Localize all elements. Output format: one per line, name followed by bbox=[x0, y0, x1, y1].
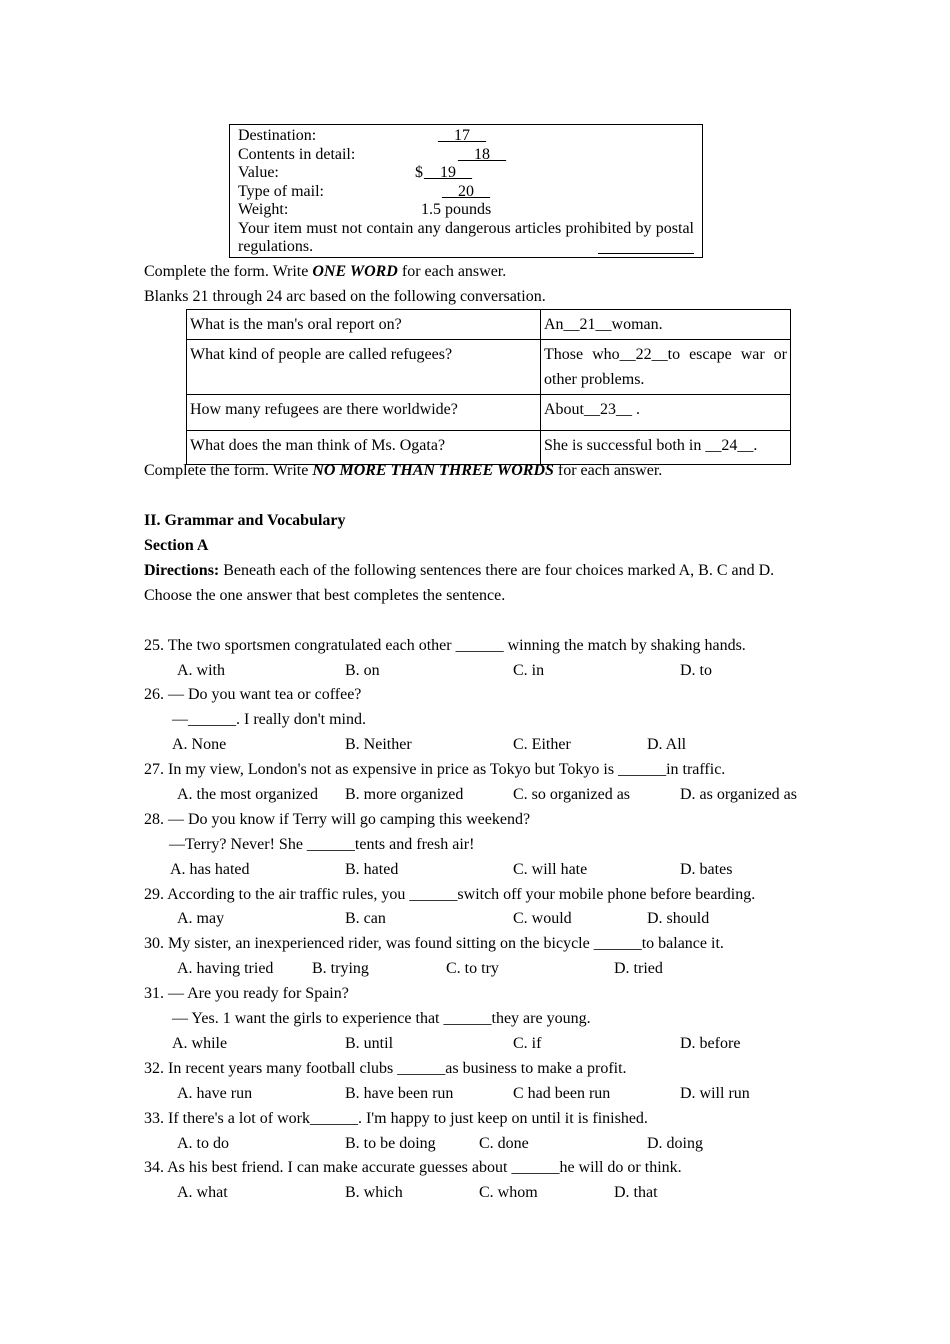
option-d: D. tried bbox=[614, 960, 663, 977]
question-stem: 29. According to the air traffic rules, you ______switch off your mobile phone before bearding. bbox=[144, 886, 756, 903]
section-heading: II. Grammar and Vocabulary bbox=[144, 512, 346, 529]
option-a: A. may bbox=[177, 910, 225, 927]
form-note-underline bbox=[598, 253, 694, 254]
option-b: B. more organized bbox=[345, 786, 464, 803]
option-a: A. has hated bbox=[170, 861, 250, 878]
option-d: D. before bbox=[680, 1035, 741, 1052]
option-c: C. in bbox=[513, 662, 545, 679]
form-row-contents bbox=[238, 146, 694, 165]
form-label: Type of mail: bbox=[238, 182, 324, 200]
form-value-blank: __17__ bbox=[438, 127, 486, 144]
option-d: D. to bbox=[680, 662, 712, 679]
form-label: Weight: bbox=[238, 201, 289, 218]
option-d: D. doing bbox=[647, 1135, 703, 1152]
directions-line-1: Directions: Beneath each of the following sentences there are four choices marked A, B. C and D. bbox=[144, 562, 775, 579]
table-row bbox=[187, 431, 791, 465]
question-stem: 28. — Do you know if Terry will go camping this weekend? bbox=[144, 811, 531, 828]
form-value-prefix: $ bbox=[415, 164, 423, 181]
table-row bbox=[187, 340, 791, 395]
question-stem: 31. — Are you ready for Spain? bbox=[144, 985, 349, 1002]
blanks-intro: Blanks 21 through 24 arc based on the following conversation. bbox=[144, 288, 546, 305]
option-a: A. the most organized bbox=[177, 786, 319, 803]
option-b: B. Neither bbox=[345, 736, 412, 753]
question-stem-reply: —Terry? Never! She ______tents and fresh air! bbox=[169, 836, 475, 853]
question-stem: 30. My sister, an inexperienced rider, was found sitting on the bicycle ______to balance it. bbox=[144, 935, 724, 952]
option-b: B. on bbox=[345, 662, 380, 679]
option-c: C. Either bbox=[513, 736, 571, 753]
form-row-weight bbox=[238, 201, 694, 220]
option-a: A. to do bbox=[177, 1135, 229, 1152]
option-d: D. will run bbox=[680, 1085, 750, 1102]
form-row-type bbox=[238, 183, 694, 202]
option-a: A. have run bbox=[177, 1085, 253, 1102]
form-label: Contents in detail: bbox=[238, 145, 356, 163]
option-c: C. so organized as bbox=[513, 786, 631, 803]
option-c: C. if bbox=[513, 1035, 542, 1052]
form-note: Your item must not contain any dangerous articles prohibited by postal regulations. bbox=[238, 219, 694, 255]
option-a: A. what bbox=[177, 1184, 228, 1201]
table-question: How many refugees are there worldwide? bbox=[187, 395, 541, 431]
question-stem-reply: —______. I really don't mind. bbox=[172, 711, 366, 728]
section-subheading: Section A bbox=[144, 537, 209, 554]
postal-form-box bbox=[229, 124, 703, 258]
table-row bbox=[187, 395, 791, 431]
table-answer: About__23__ . bbox=[541, 395, 791, 431]
table-question: What does the man think of Ms. Ogata? bbox=[187, 431, 541, 465]
option-c: C. whom bbox=[479, 1184, 538, 1201]
option-b: B. hated bbox=[345, 861, 399, 878]
instruction-one-word: Complete the form. Write ONE WORD for each answer. bbox=[144, 263, 507, 280]
option-c: C. would bbox=[513, 910, 572, 927]
option-a: A. while bbox=[172, 1035, 228, 1052]
instruction-three-words: Complete the form. Write NO MORE THAN THREE WORDS for each answer. bbox=[144, 462, 663, 479]
form-label: Value: bbox=[238, 164, 279, 181]
option-b: B. have been run bbox=[345, 1085, 454, 1102]
table-answer: She is successful both in __24__. bbox=[541, 431, 791, 465]
option-c: C. done bbox=[479, 1135, 529, 1152]
form-value-blank: __19__ bbox=[424, 164, 472, 181]
form-value: 1.5 pounds bbox=[421, 201, 492, 218]
option-a: A. having tried bbox=[177, 960, 274, 977]
option-a: A. None bbox=[172, 736, 227, 753]
option-d: D. should bbox=[647, 910, 710, 927]
option-b: B. trying bbox=[312, 960, 369, 977]
directions-line-2: Choose the one answer that best completes the sentence. bbox=[144, 587, 506, 604]
option-b: B. until bbox=[345, 1035, 394, 1052]
table-answer: An__21__woman. bbox=[541, 310, 791, 340]
form-row-value bbox=[238, 164, 694, 183]
question-stem: 34. As his best friend. I can make accurate guesses about ______he will do or think. bbox=[144, 1159, 682, 1176]
question-stem: 32. In recent years many football clubs ______as business to make a profit. bbox=[144, 1060, 627, 1077]
option-b: B. to be doing bbox=[345, 1135, 436, 1152]
question-stem: 26. — Do you want tea or coffee? bbox=[144, 686, 362, 703]
table-question: What is the man's oral report on? bbox=[187, 310, 541, 340]
question-stem: 27. In my view, London's not as expensive in price as Tokyo but Tokyo is ______in traffic. bbox=[144, 761, 726, 778]
form-label: Destination: bbox=[238, 127, 317, 144]
option-c: C had been run bbox=[513, 1085, 611, 1102]
option-d: D. that bbox=[614, 1184, 658, 1201]
option-c: C. to try bbox=[446, 960, 499, 977]
option-b: B. which bbox=[345, 1184, 403, 1201]
form-row-destination bbox=[238, 127, 694, 146]
table-answer: Those who__22__to escape war or other problems. bbox=[541, 340, 791, 395]
option-a: A. with bbox=[177, 662, 225, 679]
question-stem: 25. The two sportsmen congratulated each other ______ winning the match by shaking hands. bbox=[144, 637, 746, 654]
question-stem-reply: — Yes. 1 want the girls to experience that ______they are young. bbox=[172, 1010, 591, 1027]
table-question: What kind of people are called refugees? bbox=[187, 340, 541, 395]
option-c: C. will hate bbox=[513, 861, 588, 878]
conversation-table bbox=[186, 309, 791, 465]
option-b: B. can bbox=[345, 910, 386, 927]
option-d: D. as organized as bbox=[680, 786, 797, 803]
question-stem: 33. If there's a lot of work______. I'm happy to just keep on until it is finished. bbox=[144, 1110, 648, 1127]
form-value-blank: __18__ bbox=[458, 145, 506, 163]
table-row bbox=[187, 310, 791, 340]
option-d: D. All bbox=[647, 736, 687, 753]
form-value-blank: __20__ bbox=[442, 182, 490, 200]
option-d: D. bates bbox=[680, 861, 733, 878]
